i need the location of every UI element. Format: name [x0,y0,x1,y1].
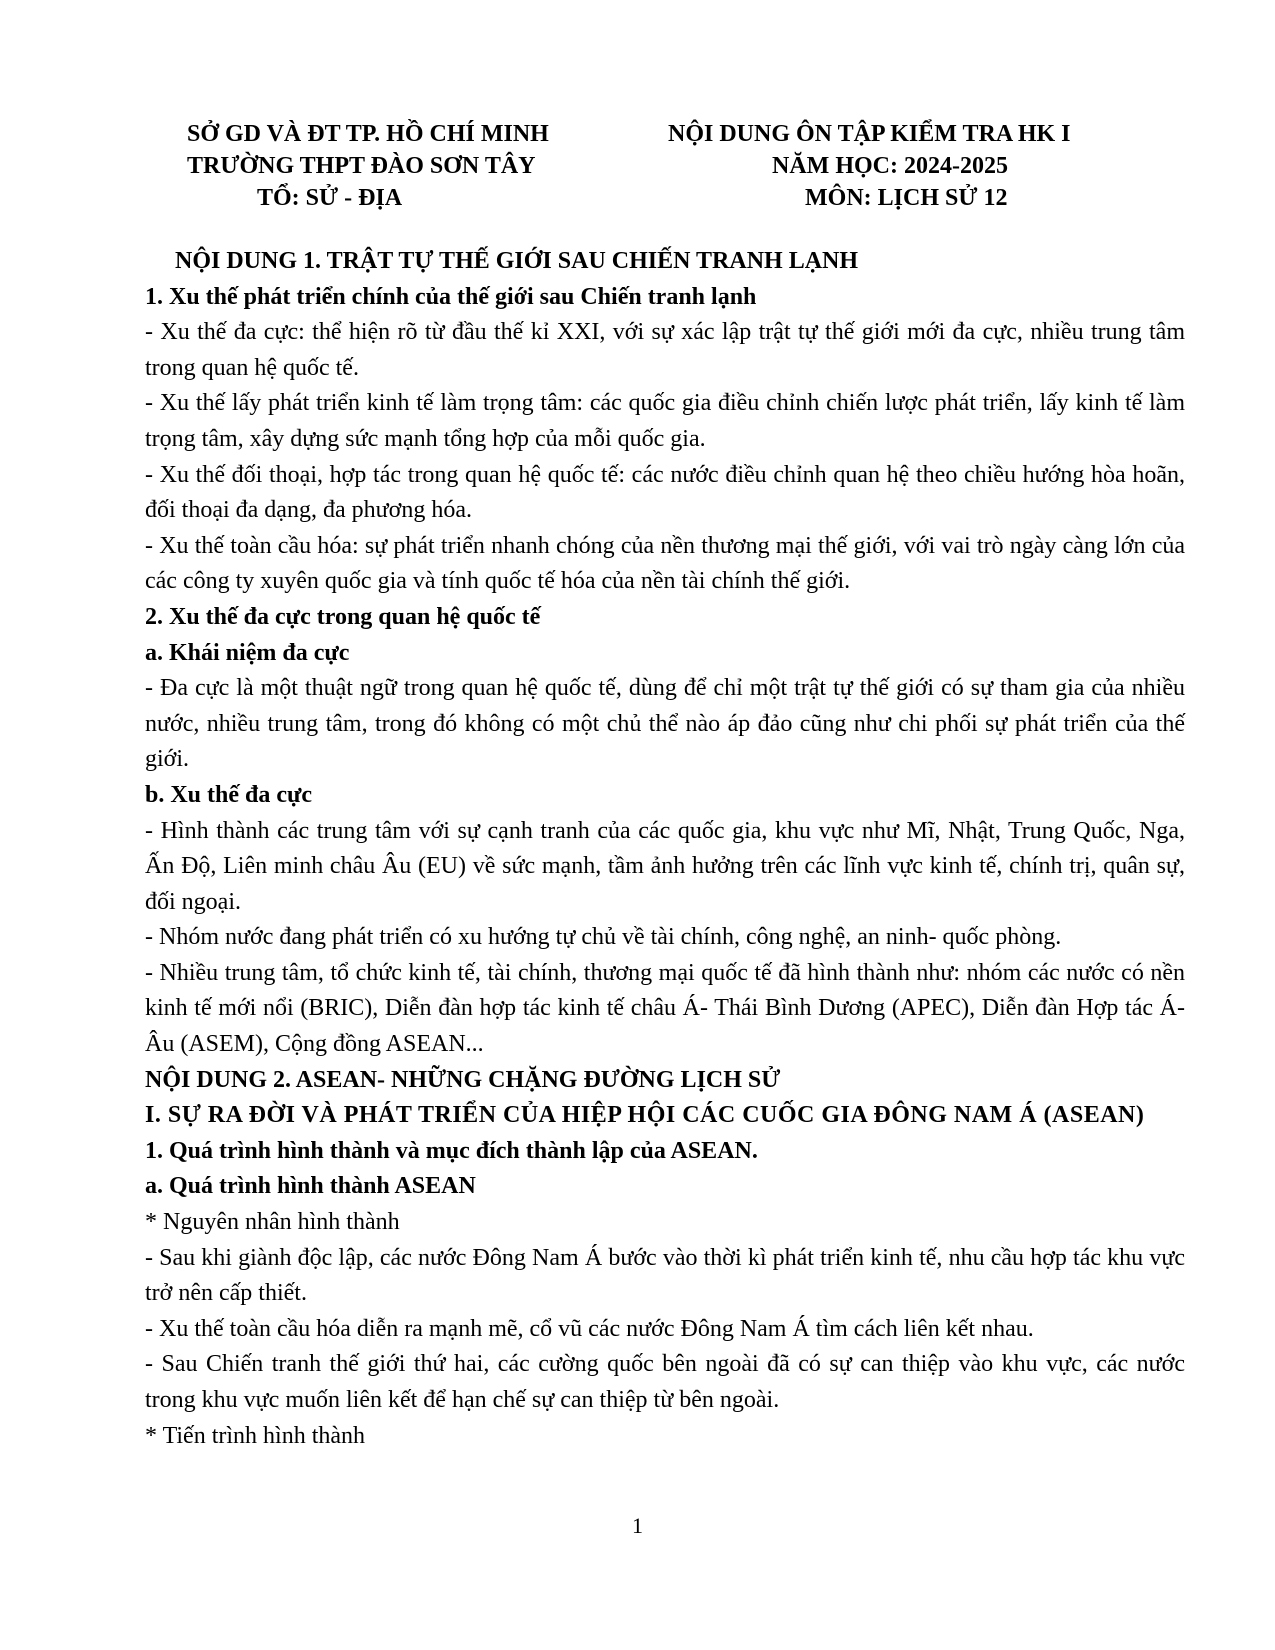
heading-2b: b. Xu thế đa cực [145,781,313,808]
paragraph: - Hình thành các trung tâm với sự cạnh tranh của các quốc gia, khu vực như Mĩ, Nhật, Trung Quốc, Nga, Ấn Độ, Liên minh châu Âu (EU) về sức mạnh, tầm ảnh hưởng trên các lĩnh vực kinh tế, chính trị, quân sự, đối ngoại. [145,817,1185,915]
paragraph: - Xu thế đối thoại, hợp tác trong quan hệ quốc tế: các nước điều chỉnh quan hệ theo chiều hướng hòa hoãn, đối thoại đa dạng, đa phương hóa. [145,461,1185,524]
paragraph: - Xu thế toàn cầu hóa diễn ra mạnh mẽ, cổ vũ các nước Đông Nam Á tìm cách liên kết nhau. [145,1315,1034,1342]
heading-2a: a. Khái niệm đa cực [145,639,350,666]
header-school-year: NĂM HỌC: 2024-2025 [772,153,1008,179]
paragraph: - Đa cực là một thuật ngữ trong quan hệ quốc tế, dùng để chỉ một trật tự thế giới có sự tham gia của nhiều nước, nhiều trung tâm, trong đó không có một chủ thể nào áp đảo cũng như chi phối sự phát triển của thế giới. [145,675,1185,773]
header-school: TRƯỜNG THPT ĐÀO SƠN TÂY [187,153,536,179]
heading-1: 1. Xu thế phát triển chính của thế giới sau Chiến tranh lạnh [145,283,757,310]
star-item: * Nguyên nhân hình thành [145,1209,400,1236]
paragraph: - Xu thế lấy phát triển kinh tế làm trọng tâm: các quốc gia điều chỉnh chiến lược phát triển, lấy kinh tế làm trọng tâm, xây dựng sức mạnh tổng hợp của mỗi quốc gia. [145,390,1185,452]
document-body [145,244,1185,1454]
star-item: * Tiến trình hình thành [145,1422,366,1449]
page-number: 1 [632,1513,643,1538]
header-group: TỔ: SỬ - ĐỊA [257,185,403,211]
paragraph: - Sau khi giành độc lập, các nước Đông Nam Á bước vào thời kì phát triển kinh tế, nhu cầu hợp tác khu vực trở nên cấp thiết. [145,1244,1185,1307]
heading-4a: a. Quá trình hình thành ASEAN [145,1173,476,1200]
header-subject: MÔN: LỊCH SỬ 12 [805,185,1008,211]
section-2-title: NỘI DUNG 2. ASEAN- NHỮNG CHẶNG ĐƯỜNG LỊCH SỬ [145,1066,781,1093]
heading-2: 2. Xu thế đa cực trong quan hệ quốc tế [145,603,541,630]
paragraph: - Sau Chiến tranh thế giới thứ hai, các cường quốc bên ngoài đã có sự can thiệp vào khu vực, các nước trong khu vực muốn liên kết để hạn chế sự can thiệp từ bên ngoài. [145,1351,1185,1413]
heading-3: I. SỰ RA ĐỜI VÀ PHÁT TRIỂN CỦA HIỆP HỘI CÁC CUỐC GIA ĐÔNG NAM Á (ASEAN) [145,1102,1145,1129]
paragraph: - Xu thế đa cực: thể hiện rõ từ đầu thế kỉ XXI, với sự xác lập trật tự thế giới mới đa cực, nhiều trung tâm trong quan hệ quốc tế. [145,319,1185,381]
section-1-title: NỘI DUNG 1. TRẬT TỰ THẾ GIỚI SAU CHIẾN TRANH LẠNH [175,248,859,274]
paragraph: - Nhóm nước đang phát triển có xu hướng tự chủ về tài chính, công nghệ, an ninh- quốc phòng. [145,924,1062,951]
header-doc-title: NỘI DUNG ÔN TẬP KIỂM TRA HK I [668,121,1071,147]
heading-4: 1. Quá trình hình thành và mục đích thành lập của ASEAN. [145,1137,758,1164]
header-department: SỞ GD VÀ ĐT TP. HỒ CHÍ MINH [187,121,549,147]
paragraph: - Nhiều trung tâm, tổ chức kinh tế, tài chính, thương mại quốc tế đã hình thành như: nhóm các nước có nền kinh tế mới nổi (BRIC), Diễn đàn hợp tác kinh tế châu Á- Thái Bình Dương (APEC), Diễn đàn Hợp tác Á-Âu (ASEM), Cộng đồng ASEAN... [145,959,1185,1058]
paragraph: - Xu thế toàn cầu hóa: sự phát triển nhanh chóng của nền thương mại thế giới, với vai trò ngày càng lớn của các công ty xuyên quốc gia và tính quốc tế hóa của nền tài chính thế giới. [145,532,1185,595]
